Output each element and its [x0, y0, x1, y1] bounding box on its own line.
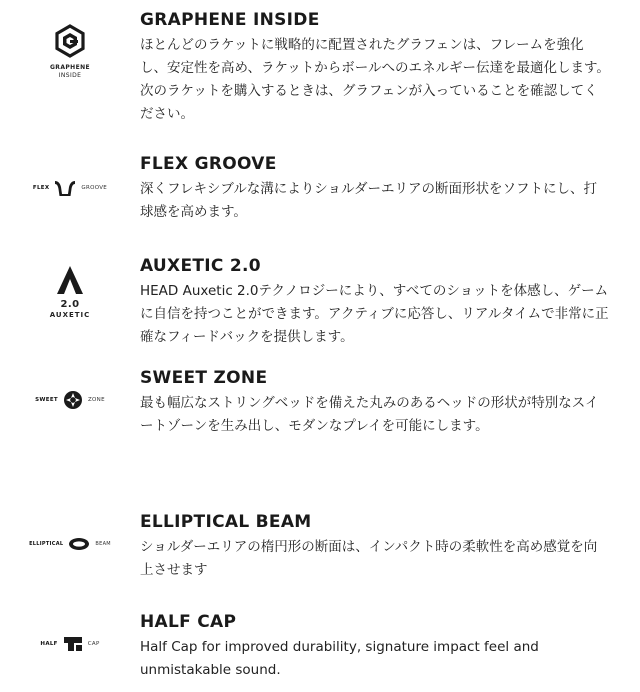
auxetic-logo — [0, 256, 140, 328]
sweet-zone-logo-right: ZONE — [87, 397, 105, 403]
auxetic-a-icon — [56, 265, 84, 295]
feature-title: SWEET ZONE — [140, 368, 268, 388]
feature-description: Half Cap for improved durability, signature impact feel and unmistakable sound. — [140, 639, 539, 678]
feature-title: AUXETIC 2.0 — [140, 256, 261, 276]
flex-groove-logo-right: GROOVE — [81, 185, 108, 191]
graphene-hexagon-icon — [54, 24, 86, 58]
feature-description: ショルダーエリアの楕円形の断面は、インパクト時の柔軟性を高め感覚を向上させます — [140, 539, 598, 578]
auxetic-logo-line1: 2.0 — [60, 299, 80, 310]
elliptical-beam-logo-right: BEAM — [95, 541, 111, 547]
feature-description: 深くフレキシブルな溝によりショルダーエリアの断面形状をソフトにし、打球感を高めます。 — [140, 181, 597, 220]
feature-title: GRAPHENE INSIDE — [140, 10, 320, 30]
half-cap-logo — [0, 632, 140, 656]
groove-icon — [54, 179, 76, 197]
feature-description: HEAD Auxetic 2.0テクノロジーにより、すべてのショットを体感し、ゲームに自信を持つことができます。アクティブに応答し、リアルタイムで非常に正確なフィードバックを提供します。 — [140, 283, 609, 345]
sweet-zone-logo — [0, 388, 140, 412]
flex-groove-logo — [0, 176, 140, 200]
feature-description: 最も幅広なストリングベッドを備えた丸みのあるヘッドの形状が特別なスイートゾーンを生み出し、モダンなプレイを可能にします。 — [140, 395, 599, 434]
sweet-zone-icon — [63, 390, 83, 410]
half-cap-logo-left: HALF — [40, 641, 58, 647]
flex-groove-logo-left: FLEX — [32, 185, 50, 191]
elliptical-beam-logo-left: ELLIPTICAL — [29, 541, 64, 547]
graphene-logo-line2: INSIDE — [58, 72, 82, 79]
half-cap-icon — [63, 636, 83, 652]
ellipse-icon — [68, 537, 90, 551]
feature-title: ELLIPTICAL BEAM — [140, 512, 312, 532]
graphene-inside-logo — [0, 12, 140, 92]
feature-title: FLEX GROOVE — [140, 154, 277, 174]
elliptical-beam-logo — [0, 532, 140, 556]
feature-title: HALF CAP — [140, 612, 237, 632]
graphene-logo-line1: GRAPHENE — [49, 64, 91, 71]
sweet-zone-logo-left: SWEET — [35, 397, 58, 403]
auxetic-logo-line2: AUXETIC — [49, 311, 91, 319]
half-cap-logo-right: CAP — [87, 641, 100, 647]
feature-description: ほとんどのラケットに戦略的に配置されたグラフェンは、フレームを強化し、安定性を高め、ラケットからボールへのエネルギー伝達を最適化します。次のラケットを購入するときは、グラフェンが入っていることを確認してください。 — [140, 37, 610, 122]
